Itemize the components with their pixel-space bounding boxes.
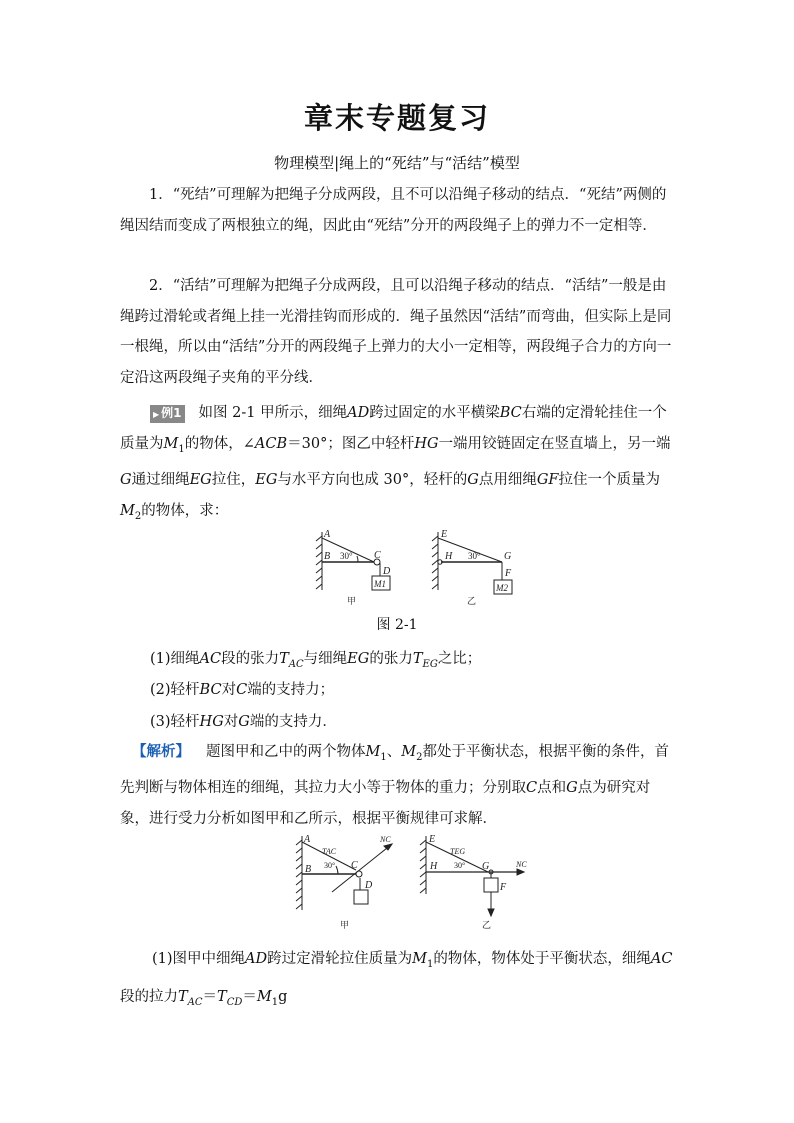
analysis-paragraph: 【解析】 题图甲和乙中的两个物体$M_1$、$M_2$都处于平衡状态，根据平衡的条件，首先判断与物体相连的细绳，其拉力大小等于物体的重力；分别取C点和G点为研究对象，进行受力分析如图甲和乙所示，根据平衡规律可求解．: [120, 743, 669, 827]
fa-label-angle-jia: 30°: [324, 861, 336, 870]
label-C: C: [374, 550, 381, 561]
fa-label-C: C: [351, 860, 358, 871]
fa-label-angle-yi: 30°: [454, 861, 466, 870]
example-badge: ▶ 例1: [150, 405, 185, 423]
paragraph-dead-knot: 1．“死结”可理解为把绳子分成两段，且不可以沿绳子移动的结点．“死结”两侧的绳因结而变成了两根独立的绳，因此由“死结”分开的两段绳子上的弹力不一定相等．: [120, 187, 667, 234]
paragraph-live-knot: 2．“活结”可理解为把绳子分成两段，且可以沿绳子移动的结点．“活结”一般是由绳跨过滑轮或者绳上挂一光滑挂钩而形成的．绳子虽然因“活结”而弯曲，但实际上是同一根绳，所以由“活结”分开的两段绳子上弹力的大小一定相等，两段绳子合力的方向一定沿这两段绳子夹角的平分线．: [120, 278, 672, 386]
section-subtitle: 物理模型|绳上的“死结”与“活结”模型: [274, 154, 520, 172]
label-F: F: [505, 568, 512, 579]
fa-label-E: E: [429, 834, 436, 845]
fa-label-A: A: [304, 834, 311, 845]
fa-label-B: B: [305, 864, 312, 875]
fa-label-NG: NC: [516, 860, 527, 869]
question-2: (2)轻杆BC对C端的支持力；: [150, 682, 335, 698]
label-H: H: [445, 551, 453, 562]
label-angle-jia: 30°: [340, 551, 353, 561]
label-jia: 甲: [347, 596, 357, 606]
analysis-tag: 【解析】: [132, 743, 190, 760]
label-B: B: [324, 551, 331, 562]
fa-label-F: F: [500, 882, 507, 893]
label-M2: M2: [496, 583, 508, 593]
label-angle-yi: 30°: [468, 551, 481, 561]
label-E: E: [441, 529, 448, 540]
page-title: 章末专题复习: [303, 101, 490, 135]
label-M1: M1: [374, 579, 386, 589]
label-G: G: [504, 551, 512, 562]
question-3: (3)轻杆HG对G端的支持力．: [150, 714, 337, 730]
fa-label-NC: NC: [380, 835, 391, 844]
force-diagram-yi: [420, 836, 524, 916]
fa-label-yi: 乙: [482, 920, 492, 930]
fa-label-TAC: TAC: [322, 847, 337, 856]
fa-label-D: D: [365, 880, 373, 891]
label-D: D: [383, 566, 391, 577]
question-1: (1)细绳AC段的张力$T_{AC}$与细绳EG的张力$T_{EG}$之比；: [150, 651, 482, 670]
figure-force-analysis: [292, 832, 542, 934]
fa-label-G: G: [482, 861, 490, 872]
figure-2-1: [310, 524, 530, 608]
fa-label-TEG: TEG: [450, 847, 466, 856]
label-A: A: [324, 529, 331, 540]
figure-caption: 图 2-1: [376, 617, 418, 633]
label-yi: 乙: [467, 596, 477, 606]
fa-label-jia: 甲: [340, 920, 350, 930]
fa-label-H: H: [430, 861, 438, 872]
example-problem: ▶ 例1 如图 2-1 甲所示，细绳AD跨过固定的水平横梁BC右端的定滑轮挂住一个质量为$M_1$的物体，∠ACB＝30°；图乙中轻杆HG一端用铰链固定在竖直墙上，另一端G通过细绳EG拉住，EG与水平方向也成 30°，轻杆的G点用细绳GF拉住一个质量为$M_2$的物体，求：: [120, 398, 676, 532]
solution-paragraph: (1)图甲中细绳AD跨过定滑轮拉住质量为$M_1$的物体，物体处于平衡状态，细绳AC段的拉力$T_{AC}=T_{CD}=M_1g$: [120, 951, 673, 1008]
